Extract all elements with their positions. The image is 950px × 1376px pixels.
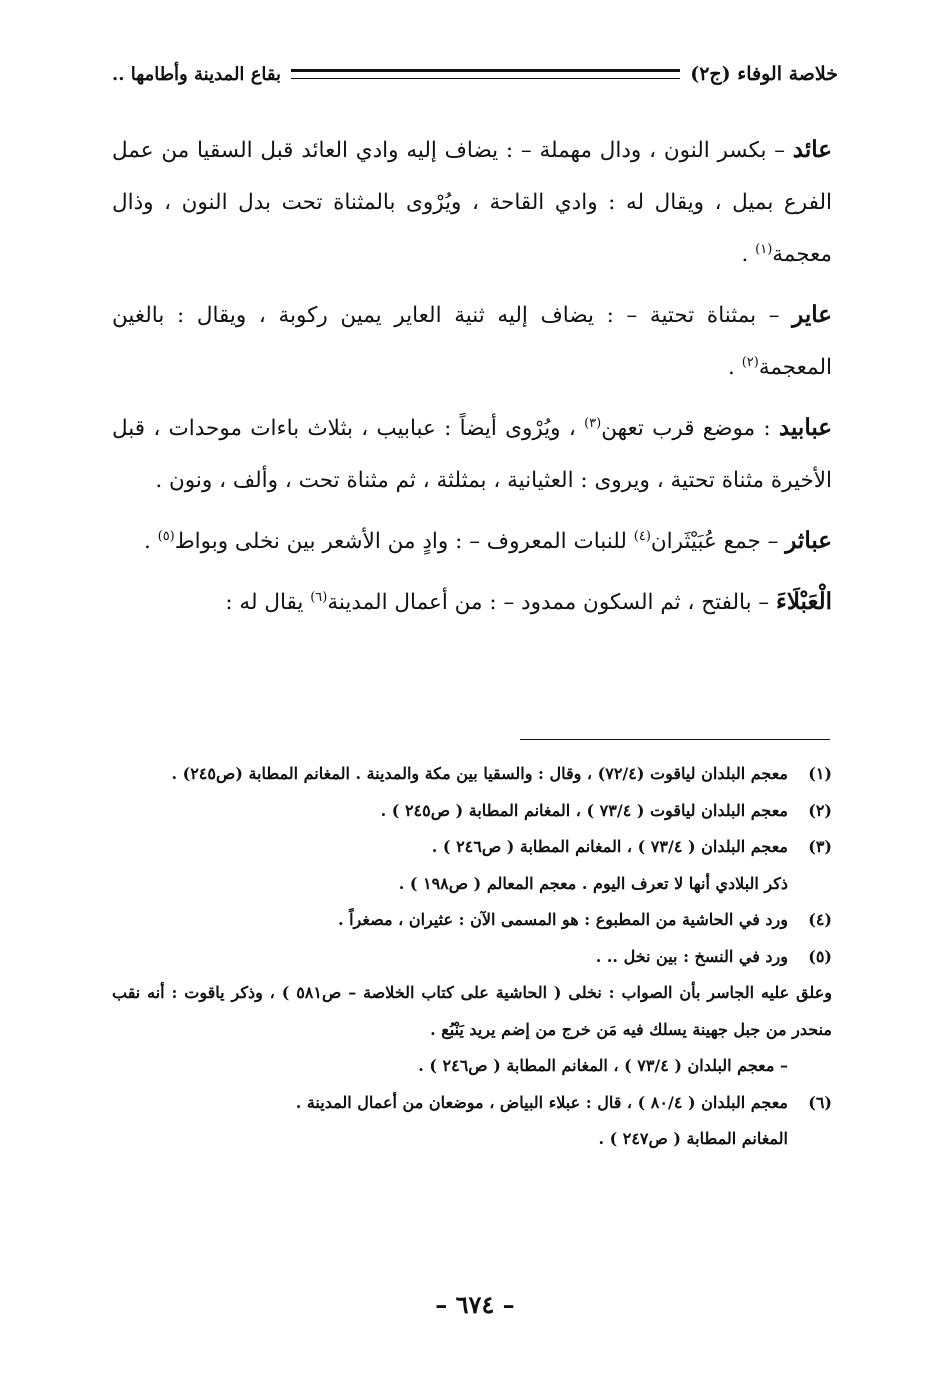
- footnote-text: معجم البلدان ( ٨٠/٤ ) ، قال : عبلاء البياض ، موضعان من أعمال المدينة .: [295, 1092, 788, 1112]
- entry-text: – بكسر النون ، ودال مهملة – : يضاف إليه وادي العائد قبل السقيا من عمل الفرع بميل ، ويقال له : وادي القاحة ، ويُرْوى بالمثناة تحت بدل النون ، وذال معجمة: [112, 138, 832, 267]
- footnote-3-continuation: ذكر البلادي أنها لا تعرف اليوم . معجم المعالم ( ص١٩٨ ) .: [398, 873, 788, 893]
- entry-aayir: [112, 289, 832, 394]
- footnote-text: ورد في الحاشية من المطبوع : هو المسمى الآن : عثيران ، مصغراً .: [337, 910, 788, 929]
- entry-aaid: [112, 124, 832, 281]
- footnote-ref: (٢): [741, 354, 759, 370]
- entry-tail: ، ويُرْوى أيضاً : عبابيب ، بثلاث باءات موحدات ، قبل الأخيرة مثناة تحتية ، ويروى : العثيانية ، بمثلثة ، ثم مثناة تحت ، وألف ، ونون .: [112, 416, 832, 493]
- entry-alablaa: [112, 576, 832, 629]
- footnote-number: (٦): [808, 1092, 832, 1112]
- headword: عبابيد: [778, 414, 833, 441]
- header-book-title: خلاصة الوفاء (ج٢): [690, 63, 838, 85]
- entry-end: .: [143, 529, 158, 554]
- footnote-ref: (٤): [633, 528, 651, 544]
- footnote-4: [112, 902, 832, 939]
- footnote-text: معجم البلدان لياقوت (٧٢/٤) ، وقال : والسقيا بين مكة والمدينة . المغانم المطابة (ص٢٤٥) .: [171, 764, 788, 783]
- footnote-1: [112, 756, 832, 793]
- running-header: [112, 60, 838, 88]
- footnote-number: (٤): [808, 910, 832, 929]
- header-rule: [291, 69, 680, 79]
- header-section-title: بقاع المدينة وأطامها ..: [112, 63, 282, 85]
- footnote-ref: (٣): [584, 415, 602, 431]
- footnote-text: ورد في النسخ : بين نخل .. .: [595, 946, 788, 966]
- footnote-separator: [520, 739, 830, 740]
- entry-tail: يقال له :: [225, 590, 311, 615]
- entry-tail: .: [741, 242, 756, 267]
- page-number: – ٦٧٤ –: [435, 1290, 515, 1319]
- main-text: [112, 124, 832, 637]
- footnote-number: (٣): [808, 837, 832, 856]
- entry-text: – جمع عُبَيْثَران: [650, 529, 786, 554]
- footnote-6: [112, 1085, 832, 1122]
- footnote-number: (٥): [808, 946, 832, 966]
- headword: عائد: [792, 136, 832, 163]
- footnote-number: (١): [808, 764, 832, 783]
- entry-text: – بمثناة تحتية – : يضاف إليه ثنية العاير يمين ركوبة ، ويقال : بالغين المعجمة: [112, 303, 832, 380]
- headword: عاير: [792, 301, 832, 328]
- footnotes: [112, 756, 832, 1158]
- footnote-2: [112, 793, 832, 830]
- footnote-ref: (٦): [310, 589, 328, 605]
- footnote-3: [112, 829, 832, 866]
- entry-tail: .: [728, 355, 742, 380]
- entry-abaabid: [112, 402, 832, 507]
- footnote-number: (٢): [808, 800, 832, 820]
- footnote-ref: (٥): [157, 528, 175, 544]
- entry-text: – بالفتح ، ثم السكون ممدود – : من أعمال المدينة: [327, 590, 777, 615]
- footnote-5-continuation: وعلق عليه الجاسر بأن الصواب : نخلى ( الحاشية على كتاب الخلاصة – ص٥٨١ ) ، وذكر ياقوت : أنه نقب منحدر من جبل جهينة يسلك فيه مَن خرج من إضم يريد يَنْبُع .: [112, 983, 833, 1039]
- entry-tail: للنبات المعروف – : وادٍ من الأشعر بين نخلى وبواط: [174, 529, 634, 554]
- footnote-text: معجم البلدان لياقوت ( ٧٣/٤ ) ، المغانم المطابة ( ص٢٤٥ ) .: [380, 800, 788, 820]
- footnote-5-reference: – معجم البلدان ( ٧٣/٤ ) ، المغانم المطابة ( ص٢٤٦ ) .: [418, 1056, 788, 1075]
- footnote-text: معجم البلدان ( ٧٣/٤ ) ، المغانم المطابة ( ص٢٤٦ ) .: [431, 837, 788, 856]
- footnote-5: [112, 939, 832, 976]
- headword: عباثر: [785, 527, 832, 554]
- footnote-ref: (١): [755, 241, 773, 257]
- footnote-6-continuation: المغانم المطابة ( ص٢٤٧ ) .: [598, 1129, 788, 1148]
- entry-abaathir: [112, 515, 832, 568]
- headword: الْعَبْلَاءَ: [776, 588, 832, 615]
- entry-text: : موضع قرب تعهن: [601, 416, 779, 441]
